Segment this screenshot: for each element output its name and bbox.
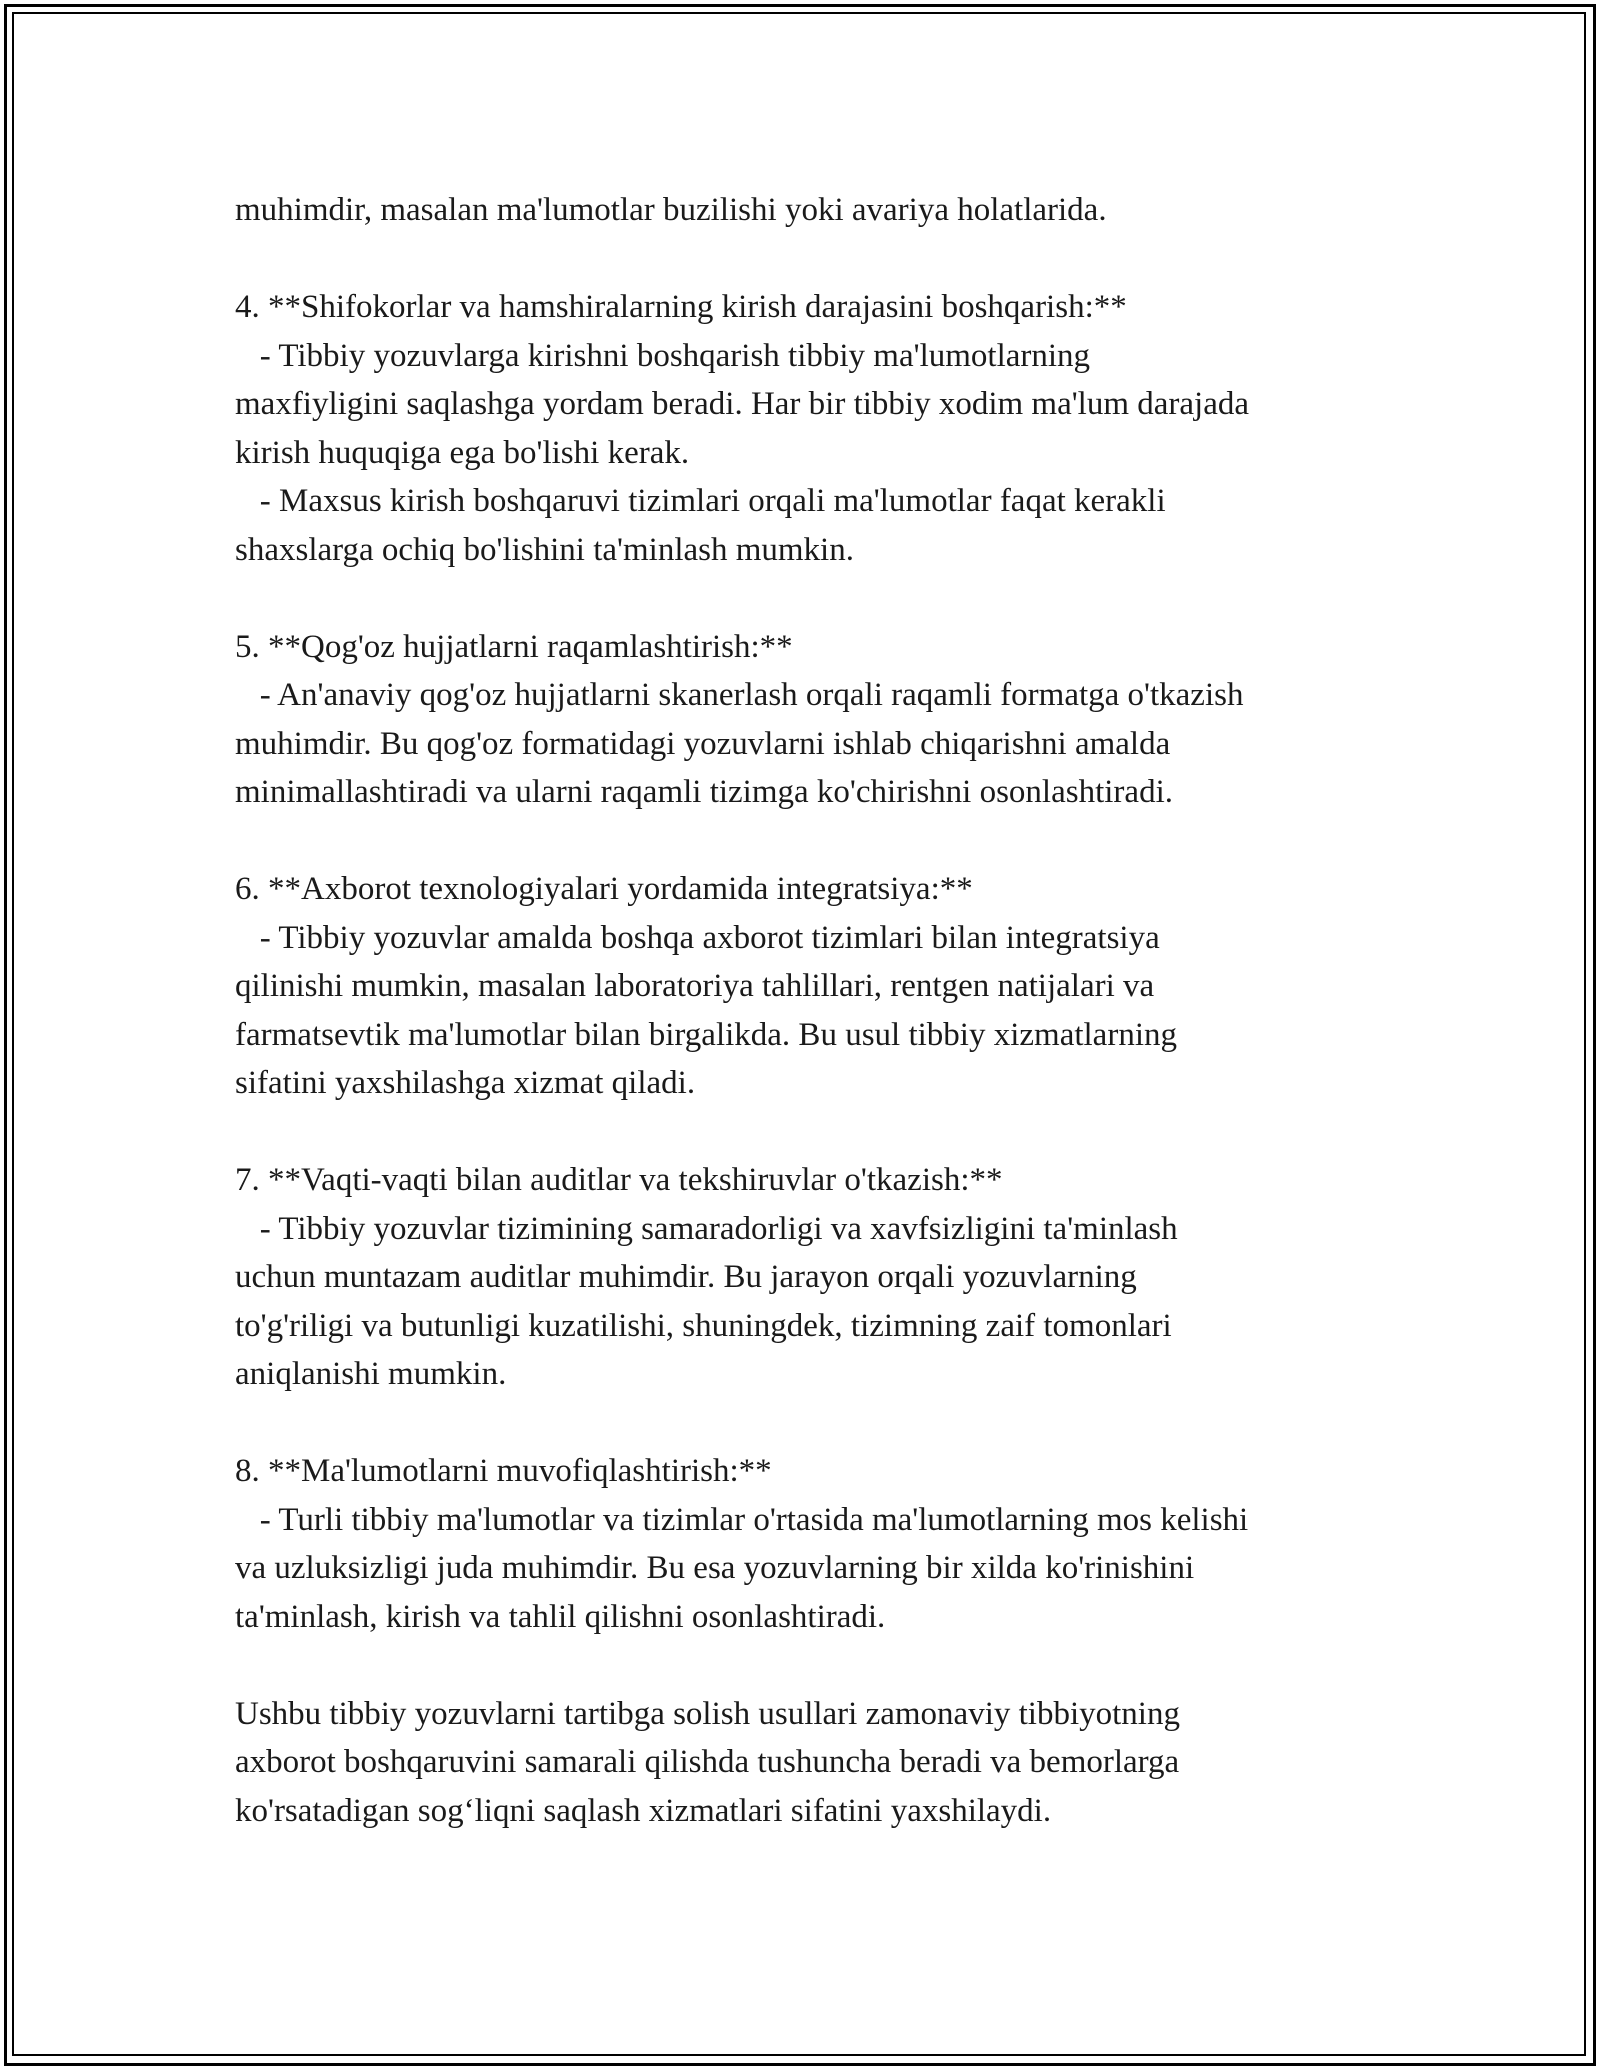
section-line: shaxslarga ochiq bo'lishini ta'minlash mumkin. xyxy=(235,531,854,568)
section-line: farmatsevtik ma'lumotlar bilan birgalikda. Bu usul tibbiy xizmatlarning xyxy=(235,1016,1177,1053)
section-heading: 7. **Vaqti-vaqti bilan auditlar va tekshiruvlar o'tkazish:** xyxy=(235,1162,1003,1198)
section-line: - Tibbiy yozuvlar tizimining samaradorligi va xavfsizligini ta'minlash xyxy=(235,1210,1178,1247)
section-line: to'g'riligi va butunligi kuzatilishi, shuningdek, tizimning zaif tomonlari xyxy=(235,1307,1172,1344)
spacer xyxy=(235,817,1415,866)
spacer xyxy=(235,1399,1415,1448)
section-line: va uzluksizligi juda muhimdir. Bu esa yozuvlarning bir xilda ko'rinishini xyxy=(235,1550,1195,1586)
section-line: - Tibbiy yozuvlar amalda boshqa axborot tizimlari bilan integratsiya xyxy=(235,919,1160,956)
section-5 xyxy=(235,623,1415,817)
section-line: - Turli tibbiy ma'lumotlar va tizimlar o'rtasida ma'lumotlarning mos kelishi xyxy=(235,1501,1249,1538)
intro-line: muhimdir, masalan ma'lumotlar buzilishi yoki avariya holatlarida. xyxy=(235,192,1107,228)
section-heading: 6. **Axborot texnologiyalari yordamida integratsiya:** xyxy=(235,871,973,907)
spacer xyxy=(235,574,1415,623)
section-line: kirish huquqiga ega bo'lishi kerak. xyxy=(235,434,690,471)
conclusion-paragraph xyxy=(235,1690,1415,1836)
document-body xyxy=(235,186,1415,1835)
section-4 xyxy=(235,283,1415,574)
section-heading: 5. **Qog'oz hujjatlarni raqamlashtirish:** xyxy=(235,628,793,665)
section-line: qilinishi mumkin, masalan laboratoriya tahlillari, rentgen natijalari va xyxy=(235,968,1155,1004)
section-line: sifatini yaxshilashga xizmat qiladi. xyxy=(235,1065,696,1101)
section-line: - Maxsus kirish boshqaruvi tizimlari orqali ma'lumotlar faqat kerakli xyxy=(235,483,1166,519)
section-heading: 4. **Shifokorlar va hamshiralarning kirish darajasini boshqarish:** xyxy=(235,289,1127,325)
section-line: maxfiyligini saqlashga yordam beradi. Har bir tibbiy xodim ma'lum darajada xyxy=(235,386,1250,422)
conclusion-line: axborot boshqaruvini samarali qilishda tushuncha beradi va bemorlarga xyxy=(235,1744,1180,1780)
section-8 xyxy=(235,1447,1415,1641)
spacer xyxy=(235,235,1415,284)
spacer xyxy=(235,1108,1415,1157)
section-line: uchun muntazam auditlar muhimdir. Bu jarayon orqali yozuvlarning xyxy=(235,1259,1137,1295)
section-line: aniqlanishi mumkin. xyxy=(235,1356,507,1392)
section-line: muhimdir. Bu qog'oz formatidagi yozuvlarni ishlab chiqarishni amalda xyxy=(235,725,1171,762)
section-7 xyxy=(235,1156,1415,1399)
conclusion-line: ko'rsatadigan sog‘liqni saqlash xizmatlari sifatini yaxshilaydi. xyxy=(235,1792,1052,1829)
section-line: - An'anaviy qog'oz hujjatlarni skanerlash orqali raqamli formatga o'tkazish xyxy=(235,677,1244,713)
section-line: minimallashtiradi va ularni raqamli tizimga ko'chirishni osonlashtiradi. xyxy=(235,774,1173,810)
conclusion-line: Ushbu tibbiy yozuvlarni tartibga solish usullari zamonaviy tibbiyotning xyxy=(235,1695,1180,1732)
section-heading: 8. **Ma'lumotlarni muvofiqlashtirish:** xyxy=(235,1453,772,1489)
section-line: - Tibbiy yozuvlarga kirishni boshqarish tibbiy ma'lumotlarning xyxy=(235,337,1091,374)
section-6 xyxy=(235,865,1415,1108)
spacer xyxy=(235,1641,1415,1690)
section-line: ta'minlash, kirish va tahlil qilishni osonlashtiradi. xyxy=(235,1598,886,1635)
